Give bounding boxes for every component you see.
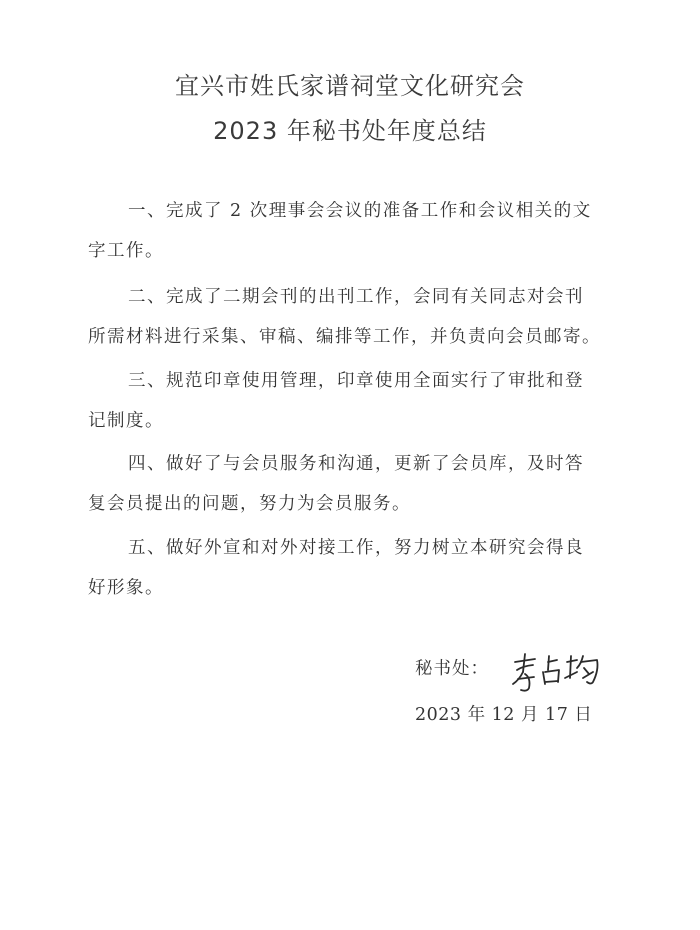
signature-label: 秘书处：: [415, 659, 489, 679]
document-title-line2: 2023 年秘书处年度总结: [213, 117, 487, 145]
paragraph-5-line-2: 好形象。: [88, 578, 164, 598]
document-title-line1: 宜兴市姓氏家谱祠堂文化研究会: [175, 72, 525, 100]
paragraph-2: [88, 277, 648, 357]
paragraph-3-line-1: 三、规范印章使用管理，印章使用全面实行了审批和登: [128, 371, 584, 391]
paragraph-3: [88, 361, 648, 441]
paragraph-3-line-2: 记制度。: [88, 411, 164, 431]
paragraph-5-line-1: 五、做好外宣和对外对接工作，努力树立本研究会得良: [128, 538, 584, 558]
handwritten-signature: [505, 648, 605, 694]
paragraph-1: [88, 191, 648, 271]
paragraph-2-line-2: 所需材料进行采集、审稿、编排等工作，并负责向会员邮寄。: [88, 327, 601, 347]
paragraph-4-line-1: 四、做好了与会员服务和沟通，更新了会员库，及时答: [128, 454, 584, 474]
paragraph-4-line-2: 复会员提出的问题，努力为会员服务。: [88, 494, 411, 514]
paragraph-1-line-1: 一、完成了 2 次理事会会议的准备工作和会议相关的文: [128, 201, 592, 221]
paragraph-4: [88, 444, 648, 524]
paragraph-1-line-2: 字工作。: [88, 241, 164, 261]
paragraph-5: [88, 528, 648, 608]
document-date: 2023 年 12 月 17 日: [415, 705, 593, 725]
paragraph-2-line-1: 二、完成了二期会刊的出刊工作，会同有关同志对会刊: [128, 287, 584, 307]
